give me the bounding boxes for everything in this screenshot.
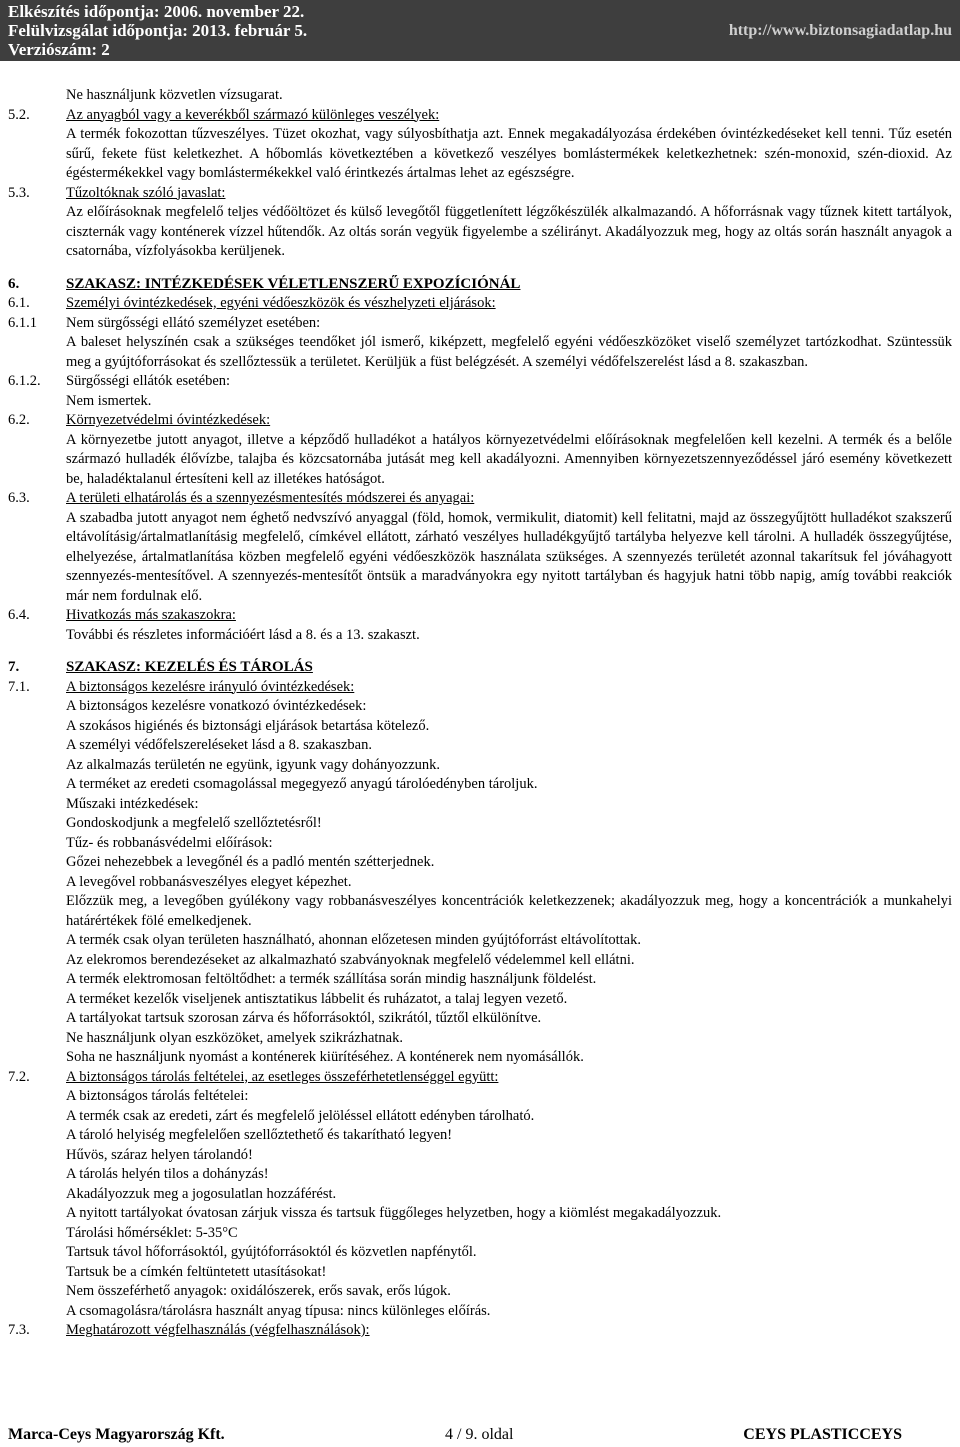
text-row [0,697,960,717]
paragraph-text: A biztonságos tárolás feltételei: [66,1088,249,1104]
text-row [0,853,960,873]
section-number [0,717,66,737]
paragraph-text: Tűz- és robbanásvédelmi előírások: [66,834,273,851]
section-number [0,1302,66,1322]
paragraph-text: A biztonságos kezelésre vonatkozó óvintézkedések: [66,698,367,714]
section-number [0,990,66,1010]
section-number: 6.1.2. [8,373,41,389]
subsection-title: Meghatározott végfelhasználás (végfelhasználások): [66,1322,370,1338]
section-number [0,626,66,646]
subsection-heading [0,489,960,509]
paragraph-text: Az előírásoknak megfelelő teljes védőöltözet és külső levegőtől függetlenített légzőkészülék alkalmazandó. A hőforrásnak vagy tűznek kitett tartályok, ciszternák vagy konténerek vízzel hűtendők. Az oltás során vegyük figyelembe a szélirányt. Akadályozzuk meg, hogy az oltás során használt anyagok a csatornába, vízfolyásokba kerüljenek. [66,204,952,259]
paragraph-text: A nyitott tartályokat óvatosan zárjuk vissza és tartsuk függőleges helyzetben, hogy a kiömlést megakadályozzuk. [66,1205,722,1221]
section-number [0,86,66,106]
text-row [0,125,960,184]
text-row [0,86,960,106]
preparation-date: Elkészítés időpontja: 2006. november 22. [8,2,305,21]
text-row [0,1165,960,1185]
text-row [0,314,960,334]
paragraph-text: Az alkalmazás területén ne együnk, igyunk vagy dohányozzunk. [66,756,441,773]
paragraph-text: Előzzük meg, a levegőben gyúlékony vagy robbanásveszélyes koncentrációk keletkezzenek; akadályozzuk meg, hogy a koncentrációk a munkahelyi határértékek fölé emelkedjenek. [66,893,952,929]
subsection-title: Az anyagból vagy a keverékből származó különleges veszélyek: [66,106,440,123]
paragraph-text: Nem sürgősségi ellátó személyzet esetében: [66,314,321,331]
text-row [0,1087,960,1107]
text-row [0,970,960,990]
text-row [0,775,960,795]
paragraph-text: Gőzei nehezebbek a levegőnél és a padló mentén szétterjednek. [66,854,435,870]
paragraph-text: További és részletes információért lásd a 8. és a 13. szakaszt. [66,626,420,643]
section-number [0,125,66,184]
subsection-title: A biztonságos kezelésre irányuló óvintézkedések: [66,678,355,695]
subsection-heading [0,294,960,314]
text-row [0,1146,960,1166]
paragraph-text: A termék elektromosan feltöltődhet: a termék szállítása során mindig használjunk földelést. [66,971,597,987]
section-number [0,951,66,971]
paragraph-text: Akadályozzuk meg a jogosulatlan hozzáférést. [66,1185,337,1202]
section-number [0,931,66,951]
section-number [0,1107,66,1127]
section-number [0,392,66,412]
section-number [0,697,66,717]
subsection-heading [0,106,960,126]
text-row [0,1302,960,1322]
section-number [0,834,66,854]
section-number: 6. [8,275,20,292]
paragraph-text: Tárolási hőmérséklet: 5-35°C [66,1224,238,1241]
subsection-title: A biztonságos tárolás feltételei, az esetleges összeférhetetlenséggel együtt: [66,1068,499,1085]
text-row [0,951,960,971]
text-row [0,1224,960,1244]
text-row [0,1126,960,1146]
section-number [0,203,66,262]
paragraph-text: A termék fokozottan tűzveszélyes. Tüzet okozhat, vagy súlyosbíthatja azt. Ennek megakadályozása érdekében óvintézkedéseket kell tenni. Tűz esetén sűrű, fekete füst keletkezhet. A hőbomlás következtében a következő veszélyes bomlástermékek keletkezhetnek: szén-monoxid, szén-dioxid. Az égéstermékekkel vagy bomlástermékekkel való érintkezés ártalmas lehet az egészségre. [66,126,952,181]
paragraph-text: Gondoskodjunk a megfelelő szellőztetésről! [66,815,322,831]
paragraph-text: Nem összeférhető anyagok: oxidálószerek, erős savak, erős lúgok. [66,1283,451,1299]
paragraph-text: Hűvös, száraz helyen tárolandó! [66,1146,253,1163]
paragraph-text: A szokásos higiénés és biztonsági eljárások betartása kötelező. [66,717,430,734]
text-row [0,1204,960,1224]
section-number: 6.2. [8,412,30,428]
text-row [0,626,960,646]
section-number: 7. [8,659,20,675]
text-row [0,736,960,756]
section-number: 7.3. [8,1322,30,1338]
text-row [0,717,960,737]
section-title: SZAKASZ: INTÉZKEDÉSEK VÉLETLENSZERŰ EXPOZÍCIÓNÁL [66,275,521,292]
text-row [0,1048,960,1068]
subsection-heading [0,1068,960,1088]
text-row [0,931,960,951]
paragraph-text: Tartsuk távol hőforrásoktól, gyújtóforrásoktól és közvetlen napfénytől. [66,1244,477,1260]
subsection-title: Tűzoltóknak szóló javaslat: [66,184,226,201]
section-number [0,736,66,756]
section-spacer [0,645,960,658]
section-number [0,1009,66,1029]
text-row [0,795,960,815]
section-number: 6.1. [8,295,30,311]
section-number [0,1029,66,1049]
paragraph-text: Sürgősségi ellátók esetében: [66,373,231,389]
section-number [0,333,66,372]
text-row [0,1243,960,1263]
section-number [0,1165,66,1185]
section-number: 7.2. [8,1068,30,1085]
document-header [0,0,960,61]
document-body [0,86,960,1341]
subsection-title: A területi elhatárolás és a szennyezésmentesítés módszerei és anyagai: [66,490,475,506]
text-row [0,392,960,412]
text-row [0,1107,960,1127]
section-number [0,1146,66,1166]
section-number: 5.2. [8,106,30,123]
footer-company: Marca-Ceys Magyarország Kft. [8,1426,225,1443]
section-heading [0,275,960,295]
section-number [0,756,66,776]
text-row [0,1009,960,1029]
paragraph-text: A terméket kezelők viseljenek antisztatikus lábbelit és ruházatot, a talaj legyen vezető. [66,990,568,1007]
paragraph-text: Tartsuk be a címkén feltüntetett utasításokat! [66,1263,327,1280]
section-number: 5.3. [8,184,30,201]
revision-date: Felülvizsgálat időpontja: 2013. február 5. [8,21,308,40]
paragraph-text: Ne használjunk közvetlen vízsugarat. [66,87,283,103]
text-row [0,509,960,607]
text-row [0,1282,960,1302]
section-number [0,892,66,931]
paragraph-text: A baleset helyszínén csak a szükséges teendőket jól ismerő, kiképzett, megfelelő egyéni védőeszközöket viselő személyzet tartózkodhat. Szüntessük meg a gyújtóforrásokat és szellőztessük a területet. Kerüljük a füst belégzését. A személyi védőfelszerelést lásd a 8. szakaszban. [66,334,952,370]
text-row [0,756,960,776]
paragraph-text: A személyi védőfelszereléseket lásd a 8. szakaszban. [66,737,372,753]
paragraph-text: A terméket az eredeti csomagolással megegyező anyagú tárolóedényben tároljuk. [66,776,538,792]
paragraph-text: A tárolás helyén tilos a dohányzás! [66,1166,269,1182]
subsection-heading [0,1321,960,1341]
text-row [0,333,960,372]
paragraph-text: A termék csak olyan területen használható, ahonnan előzetesen minden gyújtóforrást eltávolítottak. [66,932,641,948]
paragraph-text: A csomagolásra/tárolásra használt anyag típusa: nincs különleges előírás. [66,1302,491,1319]
subsection-title: Környezetvédelmi óvintézkedések: [66,412,271,428]
paragraph-text: A tartályokat tartsuk szorosan zárva és hőforrásoktól, szikrától, tűztől elkülönítve. [66,1010,542,1026]
paragraph-text: Az elekromos berendezéseket az alkalmazható szabványoknak megfelelő védelemmel kell ellátni. [66,951,635,968]
document-footer [0,1426,960,1447]
text-row [0,873,960,893]
subsection-heading [0,606,960,626]
section-number [0,970,66,990]
section-number [0,775,66,795]
section-number: 6.1.1 [8,314,37,331]
text-row [0,203,960,262]
text-row [0,990,960,1010]
section-title: SZAKASZ: KEZELÉS ÉS TÁROLÁS [66,659,313,675]
text-row [0,1185,960,1205]
header-website-link[interactable]: http://www.biztonsagiadatlap.hu [728,22,952,39]
paragraph-text: Nem ismertek. [66,392,152,409]
section-number [0,1282,66,1302]
section-number [0,795,66,815]
paragraph-text: A termék csak az eredeti, zárt és megfelelő jelöléssel ellátott edényben tárolható. [66,1107,535,1124]
section-number: 6.4. [8,607,30,623]
section-number [0,873,66,893]
text-row [0,834,960,854]
paragraph-text: A környezetbe jutott anyagot, illetve a képződő hulladékot a hatályos környezetvédelmi előírásoknak megfelelően kell kezelni. A termék és a belőle származó hulladék élővízbe, talajba és közcsatornába jutását meg kell akadályozni. Amennyiben környezetszennyeződéssel járó esemény következett be, haladéktalanul értesíteni kell az illetékes hatóságot. [66,431,952,487]
footer-product-brand: CEYS PLASTICCEYS [743,1426,902,1443]
section-number [0,853,66,873]
section-number [0,1243,66,1263]
paragraph-text: A levegővel robbanásveszélyes elegyet képezhet. [66,873,352,890]
subsection-heading [0,411,960,431]
subsection-heading [0,678,960,698]
paragraph-text: Soha ne használjunk nyomást a konténerek kiürítéséhez. A konténerek nem nyomásállók. [66,1049,584,1065]
section-number [0,1185,66,1205]
text-row [0,1263,960,1283]
section-number: 7.1. [8,678,30,695]
text-row [0,431,960,490]
text-row [0,892,960,931]
section-number [0,814,66,834]
section-number [0,1263,66,1283]
section-number [0,1224,66,1244]
paragraph-text: Ne használjunk olyan eszközöket, amelyek szikrázhatnak. [66,1029,403,1046]
section-number [0,1204,66,1224]
text-row [0,814,960,834]
section-number [0,1087,66,1107]
section-number [0,509,66,607]
version-number: Verziószám: 2 [8,40,110,59]
subsection-title: Személyi óvintézkedések, egyéni védőeszközök és vészhelyzeti eljárások: [66,295,496,311]
paragraph-text: A tároló helyiség megfelelően szellőztethető és takarítható legyen! [66,1127,453,1143]
paragraph-text: Műszaki intézkedések: [66,795,199,812]
section-number [0,431,66,490]
section-spacer [0,262,960,275]
section-number [0,1126,66,1146]
paragraph-text: A szabadba jutott anyagot nem éghető nedvszívó anyaggal (föld, homok, vermikulit, diatomit) kell felitatni, majd az összegyűjtött hulladékot szakszerű eltávolításig/ártalmatlanításig megfelelő, címkével ellátott, zárható veszélyes hulladékgyűjtő tartályba helyezve kell tárolni. A hulladék összegyűjtése, elhelyezése, ártalmatlanítása közben megfelelő egyéni védőeszközök használata szükséges. A szennyezés területét azonnal takarítsuk fel jóváhagyott szennyezés-mentesítővel. A szennyezés-mentesítőt öntsük a maradványokra egy nyitott tartályban és hagyjuk hatni több napig, amíg további reakciók már nem fordulnak elő. [66,509,952,604]
subsection-title: Hivatkozás más szakaszokra: [66,607,236,623]
section-number: 6.3. [8,490,30,506]
text-row [0,1029,960,1049]
section-number [0,1048,66,1068]
subsection-heading [0,184,960,204]
section-heading [0,658,960,678]
footer-page-number: 4 / 9. oldal [445,1426,514,1443]
text-row [0,372,960,392]
